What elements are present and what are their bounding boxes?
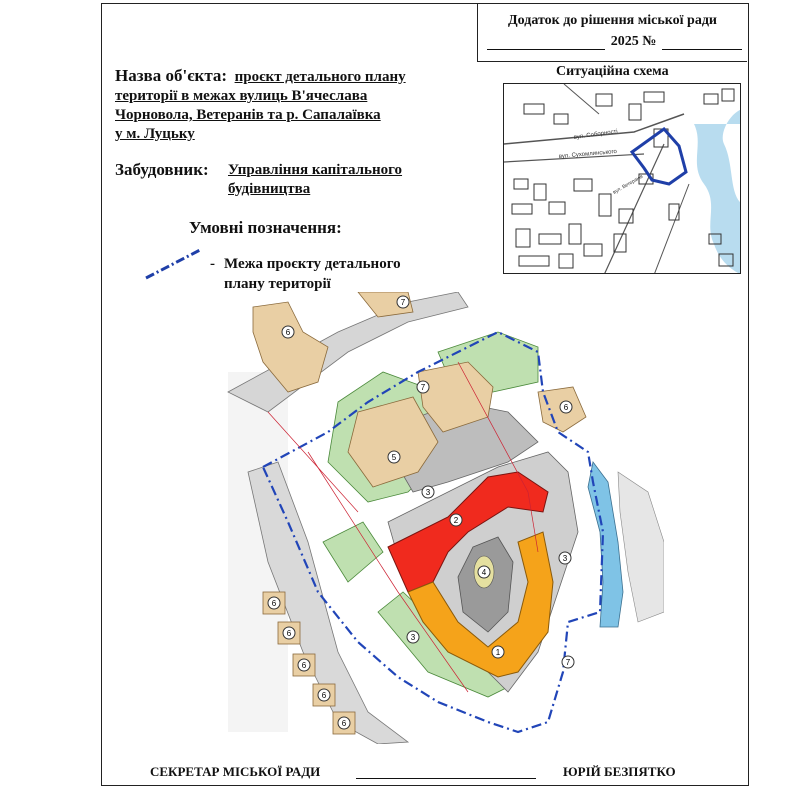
legend-title: Умовні позначення: (189, 218, 342, 237)
object-line-1: проєкт детального плану (234, 69, 406, 85)
marker-6e: 6 (301, 661, 307, 670)
decision-date-blank (487, 37, 605, 50)
object-line-3: Чорновола, Ветеранів та р. Сапалаївка (115, 107, 381, 123)
situation-map-drawing (504, 84, 741, 274)
marker-6d: 6 (286, 629, 292, 638)
boundary-line-icon (142, 246, 204, 282)
marker-3b: 3 (410, 633, 416, 642)
marker-6f: 6 (321, 691, 327, 700)
marker-3c: 3 (562, 554, 568, 563)
street-label-2: вул. Соборності (573, 128, 619, 141)
site-plan (208, 292, 664, 744)
marker-7a: 7 (400, 298, 406, 307)
annex-title: Додаток до рішення міської ради (508, 13, 717, 28)
situation-scheme-map (503, 83, 741, 274)
marker-4: 4 (481, 568, 487, 577)
embankment-area (618, 472, 664, 622)
decision-number-blank (662, 37, 742, 50)
marker-2: 2 (453, 516, 459, 525)
marker-6g: 6 (341, 719, 347, 728)
secretary-name: ЮРІЙ БЕЗПЯТКО (563, 764, 676, 779)
river-area (588, 462, 623, 627)
object-line-2: території в межах вулиць В'ячеслава (115, 88, 368, 104)
annex-decision-line (486, 34, 743, 50)
street-label-3: вул. Ветеранів (612, 173, 645, 196)
green-zone (323, 522, 383, 582)
secretary-title: СЕКРЕТАР МІСЬКОЇ РАДИ (150, 764, 321, 779)
marker-6c: 6 (271, 599, 277, 608)
object-line-4: у м. Луцьку (115, 126, 195, 142)
signature-line (356, 778, 536, 779)
builder-line-2: будівництва (228, 181, 311, 197)
marker-7b: 7 (420, 383, 426, 392)
annex-year-number: 2025 № (610, 34, 657, 49)
marker-5: 5 (391, 453, 397, 462)
legend-description (224, 254, 444, 294)
legend-line-2: плану території (224, 276, 331, 292)
marker-6a: 6 (285, 328, 291, 337)
marker-1: 1 (495, 648, 501, 657)
legend-line-1: Межа проєкту детального (224, 256, 401, 272)
situation-scheme-title: Ситуаційна схема (556, 64, 669, 79)
builder-block (115, 160, 455, 197)
object-label: Назва об'єкта: (115, 66, 228, 85)
builder-line-1: Управління капітального (228, 162, 403, 178)
builder-label: Забудовник: (115, 160, 209, 179)
marker-6b: 6 (563, 403, 569, 412)
annex-box (477, 4, 747, 62)
street-label-1: вул. Сухомлинського (558, 148, 618, 160)
marker-7c: 7 (565, 658, 571, 667)
marker-3a: 3 (425, 488, 431, 497)
object-name-block (115, 66, 455, 144)
legend-dash: - (210, 256, 215, 272)
